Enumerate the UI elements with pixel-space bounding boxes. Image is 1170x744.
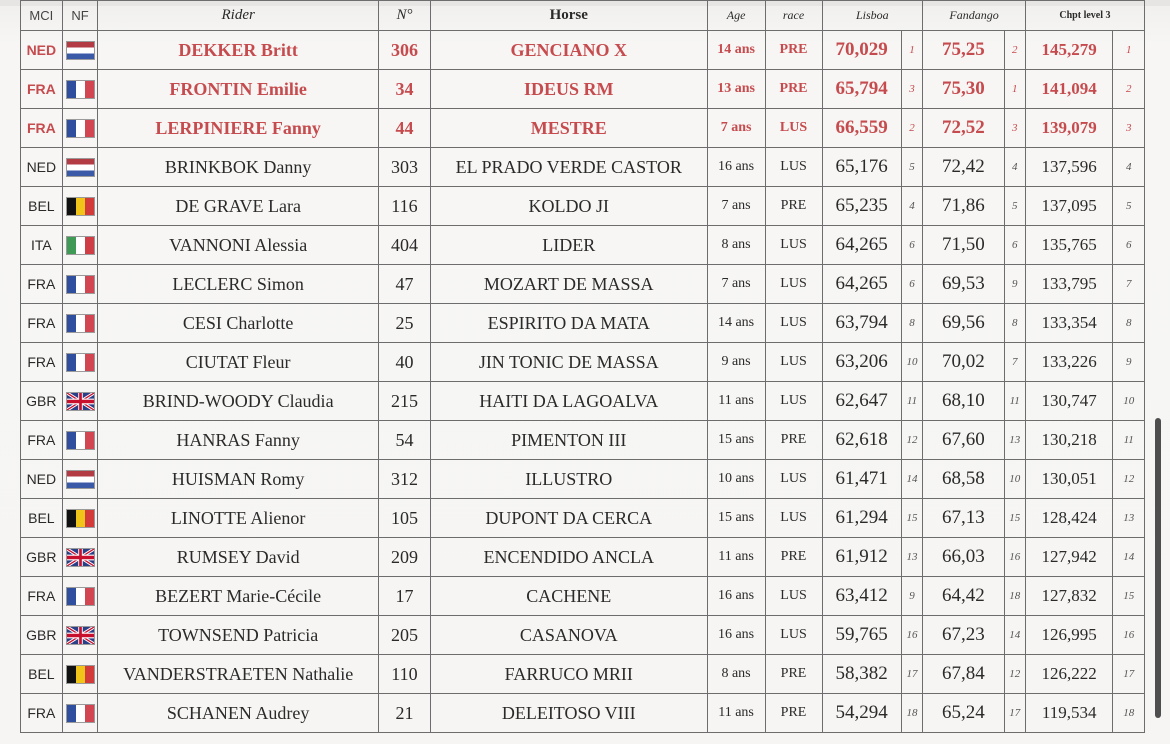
fandango-rank: 17 [1004, 694, 1025, 733]
championship-rank: 4 [1113, 148, 1145, 187]
horse-breed: LUS [765, 226, 822, 265]
championship-total: 133,795 [1025, 265, 1112, 304]
rider-name: DEKKER Britt [98, 31, 379, 70]
lisboa-rank: 14 [901, 460, 922, 499]
country-code: NED [21, 148, 63, 187]
rider-number: 17 [379, 577, 431, 616]
results-table [20, 0, 1145, 733]
horse-age: 14 ans [707, 31, 765, 70]
fandango-rank: 11 [1004, 382, 1025, 421]
horse-breed: LUS [765, 304, 822, 343]
nation-flag-cell [62, 538, 98, 577]
lisboa-rank: 5 [901, 148, 922, 187]
rider-name: VANDERSTRAETEN Nathalie [98, 655, 379, 694]
fandango-rank: 3 [1004, 109, 1025, 148]
fandango-rank: 5 [1004, 187, 1025, 226]
table-row [21, 343, 1145, 382]
lisboa-rank: 16 [901, 616, 922, 655]
horse-name: PIMENTON III [430, 421, 707, 460]
fandango-rank: 18 [1004, 577, 1025, 616]
horse-name: HAITI DA LAGOALVA [430, 382, 707, 421]
ita-flag-icon [66, 236, 95, 255]
horse-breed: PRE [765, 694, 822, 733]
horse-age: 7 ans [707, 109, 765, 148]
fandango-rank: 14 [1004, 616, 1025, 655]
horse-name: EL PRADO VERDE CASTOR [430, 148, 707, 187]
col-header-nf: NF [62, 1, 98, 31]
championship-total: 127,832 [1025, 577, 1112, 616]
rider-number: 116 [379, 187, 431, 226]
country-code: NED [21, 31, 63, 70]
championship-total: 130,051 [1025, 460, 1112, 499]
country-code: NED [21, 460, 63, 499]
country-code: FRA [21, 343, 63, 382]
country-code: GBR [21, 538, 63, 577]
lisboa-score: 58,382 [822, 655, 901, 694]
fandango-score: 68,10 [923, 382, 1004, 421]
horse-breed: LUS [765, 577, 822, 616]
lisboa-rank: 6 [901, 226, 922, 265]
fra-flag-icon [66, 353, 95, 372]
table-row [21, 265, 1145, 304]
lisboa-rank: 6 [901, 265, 922, 304]
horse-name: IDEUS RM [430, 70, 707, 109]
championship-rank: 6 [1113, 226, 1145, 265]
table-row [21, 616, 1145, 655]
table-row [21, 148, 1145, 187]
gbr-flag-icon [66, 392, 95, 411]
rider-number: 215 [379, 382, 431, 421]
table-row [21, 538, 1145, 577]
horse-age: 11 ans [707, 694, 765, 733]
horse-name: ESPIRITO DA MATA [430, 304, 707, 343]
lisboa-rank: 1 [901, 31, 922, 70]
nation-flag-cell [62, 304, 98, 343]
rider-name: LINOTTE Alienor [98, 499, 379, 538]
championship-rank: 15 [1113, 577, 1145, 616]
championship-total: 137,095 [1025, 187, 1112, 226]
rider-number: 25 [379, 304, 431, 343]
championship-rank: 1 [1113, 31, 1145, 70]
horse-breed: LUS [765, 148, 822, 187]
fandango-score: 72,42 [923, 148, 1004, 187]
fra-flag-icon [66, 704, 95, 723]
horse-age: 7 ans [707, 265, 765, 304]
championship-rank: 13 [1113, 499, 1145, 538]
fandango-score: 67,13 [923, 499, 1004, 538]
rider-number: 303 [379, 148, 431, 187]
ned-flag-icon [66, 158, 95, 177]
rider-name: BEZERT Marie-Cécile [98, 577, 379, 616]
table-row [21, 499, 1145, 538]
lisboa-rank: 8 [901, 304, 922, 343]
rider-number: 306 [379, 31, 431, 70]
rider-name: DE GRAVE Lara [98, 187, 379, 226]
lisboa-rank: 2 [901, 109, 922, 148]
championship-total: 126,222 [1025, 655, 1112, 694]
country-code: FRA [21, 694, 63, 733]
ned-flag-icon [66, 470, 95, 489]
country-code: FRA [21, 421, 63, 460]
fandango-score: 64,42 [923, 577, 1004, 616]
lisboa-score: 63,794 [822, 304, 901, 343]
horse-breed: LUS [765, 382, 822, 421]
horse-name: GENCIANO X [430, 31, 707, 70]
country-code: FRA [21, 577, 63, 616]
horse-age: 16 ans [707, 148, 765, 187]
horse-breed: LUS [765, 265, 822, 304]
col-header-rider: Rider [98, 1, 379, 31]
championship-total: 130,747 [1025, 382, 1112, 421]
rider-name: HANRAS Fanny [98, 421, 379, 460]
col-header-race: race [765, 1, 822, 31]
fandango-score: 70,02 [923, 343, 1004, 382]
table-row [21, 31, 1145, 70]
rider-number: 47 [379, 265, 431, 304]
nation-flag-cell [62, 499, 98, 538]
fandango-score: 66,03 [923, 538, 1004, 577]
fandango-score: 69,56 [923, 304, 1004, 343]
rider-name: SCHANEN Audrey [98, 694, 379, 733]
nation-flag-cell [62, 343, 98, 382]
horse-name: ILLUSTRO [430, 460, 707, 499]
championship-total: 119,534 [1025, 694, 1112, 733]
horse-breed: LUS [765, 109, 822, 148]
table-row [21, 109, 1145, 148]
horse-name: ENCENDIDO ANCLA [430, 538, 707, 577]
fandango-score: 75,25 [923, 31, 1004, 70]
horse-age: 9 ans [707, 343, 765, 382]
championship-total: 137,596 [1025, 148, 1112, 187]
nation-flag-cell [62, 460, 98, 499]
col-header-chpt-level-3: Chpt level 3 [1025, 1, 1144, 31]
fandango-score: 71,50 [923, 226, 1004, 265]
table-row [21, 460, 1145, 499]
rider-number: 21 [379, 694, 431, 733]
championship-rank: 9 [1113, 343, 1145, 382]
table-row [21, 421, 1145, 460]
col-header-fandango: Fandango [923, 1, 1026, 31]
country-code: ITA [21, 226, 63, 265]
nation-flag-cell [62, 31, 98, 70]
lisboa-rank: 9 [901, 577, 922, 616]
championship-rank: 7 [1113, 265, 1145, 304]
horse-name: JIN TONIC DE MASSA [430, 343, 707, 382]
fra-flag-icon [66, 275, 95, 294]
championship-rank: 12 [1113, 460, 1145, 499]
rider-number: 404 [379, 226, 431, 265]
horse-age: 10 ans [707, 460, 765, 499]
lisboa-rank: 12 [901, 421, 922, 460]
nation-flag-cell [62, 265, 98, 304]
championship-total: 130,218 [1025, 421, 1112, 460]
championship-rank: 14 [1113, 538, 1145, 577]
table-row [21, 382, 1145, 421]
nation-flag-cell [62, 421, 98, 460]
col-header-horse: Horse [430, 1, 707, 31]
horse-age: 15 ans [707, 499, 765, 538]
col-header-lisboa: Lisboa [822, 1, 923, 31]
championship-rank: 8 [1113, 304, 1145, 343]
lisboa-score: 70,029 [822, 31, 901, 70]
horse-breed: PRE [765, 421, 822, 460]
table-row [21, 694, 1145, 733]
lisboa-score: 65,235 [822, 187, 901, 226]
championship-total: 133,354 [1025, 304, 1112, 343]
horse-breed: LUS [765, 460, 822, 499]
lisboa-score: 61,912 [822, 538, 901, 577]
fandango-score: 67,84 [923, 655, 1004, 694]
lisboa-score: 61,471 [822, 460, 901, 499]
fandango-rank: 2 [1004, 31, 1025, 70]
fandango-rank: 7 [1004, 343, 1025, 382]
fandango-score: 69,53 [923, 265, 1004, 304]
championship-rank: 18 [1113, 694, 1145, 733]
championship-total: 127,942 [1025, 538, 1112, 577]
nation-flag-cell [62, 616, 98, 655]
country-code: BEL [21, 187, 63, 226]
gbr-flag-icon [66, 626, 95, 645]
rider-number: 54 [379, 421, 431, 460]
horse-age: 7 ans [707, 187, 765, 226]
nation-flag-cell [62, 655, 98, 694]
rider-name: CIUTAT Fleur [98, 343, 379, 382]
championship-rank: 16 [1113, 616, 1145, 655]
fandango-rank: 15 [1004, 499, 1025, 538]
horse-name: DUPONT DA CERCA [430, 499, 707, 538]
gbr-flag-icon [66, 548, 95, 567]
country-code: FRA [21, 70, 63, 109]
horse-name: LIDER [430, 226, 707, 265]
country-code: FRA [21, 265, 63, 304]
rider-name: VANNONI Alessia [98, 226, 379, 265]
vertical-scrollbar[interactable] [1155, 418, 1161, 718]
bel-flag-icon [66, 509, 95, 528]
championship-total: 128,424 [1025, 499, 1112, 538]
lisboa-score: 59,765 [822, 616, 901, 655]
lisboa-rank: 11 [901, 382, 922, 421]
rider-number: 105 [379, 499, 431, 538]
horse-breed: LUS [765, 499, 822, 538]
lisboa-rank: 17 [901, 655, 922, 694]
table-row [21, 70, 1145, 109]
table-row [21, 577, 1145, 616]
fandango-rank: 1 [1004, 70, 1025, 109]
rider-name: FRONTIN Emilie [98, 70, 379, 109]
lisboa-rank: 18 [901, 694, 922, 733]
championship-rank: 10 [1113, 382, 1145, 421]
fandango-score: 71,86 [923, 187, 1004, 226]
horse-age: 11 ans [707, 382, 765, 421]
fandango-rank: 4 [1004, 148, 1025, 187]
championship-total: 145,279 [1025, 31, 1112, 70]
horse-age: 8 ans [707, 226, 765, 265]
rider-name: LERPINIERE Fanny [98, 109, 379, 148]
rider-number: 312 [379, 460, 431, 499]
rider-name: TOWNSEND Patricia [98, 616, 379, 655]
horse-age: 15 ans [707, 421, 765, 460]
horse-age: 8 ans [707, 655, 765, 694]
fra-flag-icon [66, 431, 95, 450]
col-header-mci: MCI [21, 1, 63, 31]
lisboa-score: 66,559 [822, 109, 901, 148]
col-header-number: N° [379, 1, 431, 31]
country-code: BEL [21, 499, 63, 538]
rider-name: LECLERC Simon [98, 265, 379, 304]
horse-breed: PRE [765, 70, 822, 109]
fandango-rank: 8 [1004, 304, 1025, 343]
horse-age: 11 ans [707, 538, 765, 577]
horse-name: MESTRE [430, 109, 707, 148]
rider-number: 34 [379, 70, 431, 109]
fra-flag-icon [66, 587, 95, 606]
horse-breed: PRE [765, 187, 822, 226]
rider-name: CESI Charlotte [98, 304, 379, 343]
fandango-rank: 9 [1004, 265, 1025, 304]
horse-name: FARRUCO MRII [430, 655, 707, 694]
lisboa-rank: 10 [901, 343, 922, 382]
fra-flag-icon [66, 314, 95, 333]
championship-rank: 11 [1113, 421, 1145, 460]
horse-name: MOZART DE MASSA [430, 265, 707, 304]
table-row [21, 304, 1145, 343]
lisboa-score: 64,265 [822, 226, 901, 265]
lisboa-score: 63,206 [822, 343, 901, 382]
championship-total: 126,995 [1025, 616, 1112, 655]
horse-breed: LUS [765, 343, 822, 382]
nation-flag-cell [62, 70, 98, 109]
lisboa-score: 62,647 [822, 382, 901, 421]
lisboa-score: 65,176 [822, 148, 901, 187]
fandango-rank: 6 [1004, 226, 1025, 265]
table-row [21, 187, 1145, 226]
horse-breed: PRE [765, 655, 822, 694]
fandango-score: 68,58 [923, 460, 1004, 499]
bel-flag-icon [66, 665, 95, 684]
fandango-rank: 13 [1004, 421, 1025, 460]
championship-total: 139,079 [1025, 109, 1112, 148]
lisboa-score: 61,294 [822, 499, 901, 538]
horse-name: CACHENE [430, 577, 707, 616]
table-row [21, 655, 1145, 694]
horse-name: DELEITOSO VIII [430, 694, 707, 733]
horse-breed: PRE [765, 31, 822, 70]
championship-rank: 3 [1113, 109, 1145, 148]
horse-age: 16 ans [707, 577, 765, 616]
country-code: BEL [21, 655, 63, 694]
rider-number: 40 [379, 343, 431, 382]
fandango-rank: 10 [1004, 460, 1025, 499]
fandango-rank: 12 [1004, 655, 1025, 694]
horse-age: 14 ans [707, 304, 765, 343]
horse-age: 16 ans [707, 616, 765, 655]
lisboa-score: 63,412 [822, 577, 901, 616]
horse-name: CASANOVA [430, 616, 707, 655]
nation-flag-cell [62, 577, 98, 616]
nation-flag-cell [62, 694, 98, 733]
horse-age: 13 ans [707, 70, 765, 109]
championship-total: 141,094 [1025, 70, 1112, 109]
country-code: FRA [21, 304, 63, 343]
championship-total: 135,765 [1025, 226, 1112, 265]
rider-name: HUISMAN Romy [98, 460, 379, 499]
fandango-score: 75,30 [923, 70, 1004, 109]
lisboa-rank: 3 [901, 70, 922, 109]
fra-flag-icon [66, 119, 95, 138]
rider-name: BRINKBOK Danny [98, 148, 379, 187]
header-row [21, 1, 1145, 31]
country-code: GBR [21, 382, 63, 421]
table-row [21, 226, 1145, 265]
rider-number: 209 [379, 538, 431, 577]
rider-name: RUMSEY David [98, 538, 379, 577]
fra-flag-icon [66, 80, 95, 99]
championship-rank: 17 [1113, 655, 1145, 694]
horse-breed: PRE [765, 538, 822, 577]
rider-number: 205 [379, 616, 431, 655]
nation-flag-cell [62, 187, 98, 226]
championship-rank: 2 [1113, 70, 1145, 109]
fandango-score: 67,60 [923, 421, 1004, 460]
lisboa-score: 64,265 [822, 265, 901, 304]
lisboa-score: 54,294 [822, 694, 901, 733]
rider-number: 44 [379, 109, 431, 148]
horse-name: KOLDO JI [430, 187, 707, 226]
rider-number: 110 [379, 655, 431, 694]
nation-flag-cell [62, 109, 98, 148]
lisboa-rank: 13 [901, 538, 922, 577]
rider-name: BRIND-WOODY Claudia [98, 382, 379, 421]
nation-flag-cell [62, 148, 98, 187]
col-header-age: Age [707, 1, 765, 31]
lisboa-score: 62,618 [822, 421, 901, 460]
fandango-rank: 16 [1004, 538, 1025, 577]
fandango-score: 67,23 [923, 616, 1004, 655]
lisboa-score: 65,794 [822, 70, 901, 109]
fandango-score: 72,52 [923, 109, 1004, 148]
bel-flag-icon [66, 197, 95, 216]
lisboa-rank: 15 [901, 499, 922, 538]
championship-total: 133,226 [1025, 343, 1112, 382]
nation-flag-cell [62, 382, 98, 421]
country-code: FRA [21, 109, 63, 148]
lisboa-rank: 4 [901, 187, 922, 226]
country-code: GBR [21, 616, 63, 655]
results-body [21, 31, 1145, 733]
nation-flag-cell [62, 226, 98, 265]
championship-rank: 5 [1113, 187, 1145, 226]
horse-breed: LUS [765, 616, 822, 655]
fandango-score: 65,24 [923, 694, 1004, 733]
ned-flag-icon [66, 41, 95, 60]
